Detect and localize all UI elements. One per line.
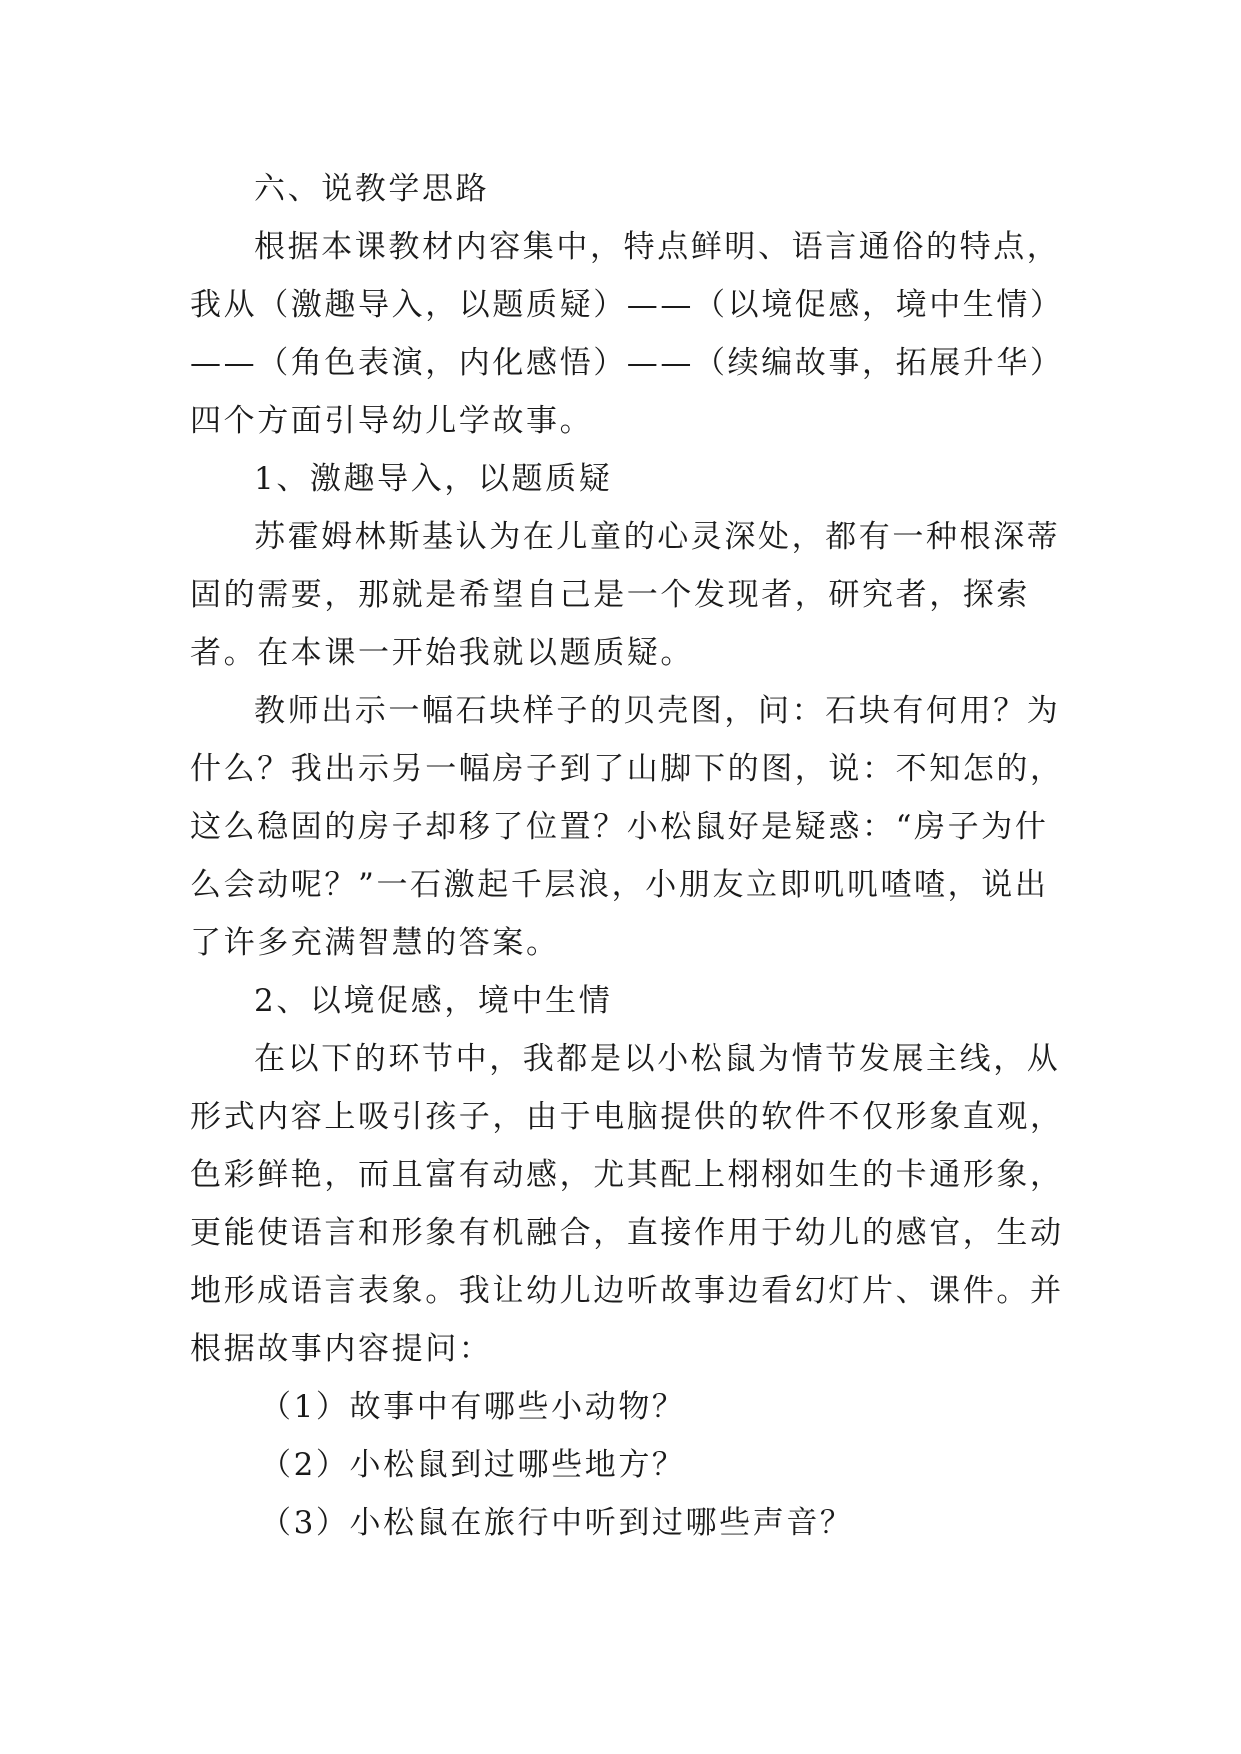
subsection-1-paragraph-2: 教师出示一幅石块样子的贝壳图，问：石块有何用？为什么？我出示另一幅房子到了山脚下的图，说：不知怎的，这么稳固的房子却移了位置？小松鼠好是疑惑：“房子为什么会动呢？”一石激起千层浪，小朋友立即叽叽喳喳，说出了许多充满智慧的答案。	[190, 693, 1064, 961]
question-item-1: （1）故事中有哪些小动物？	[260, 1389, 686, 1425]
subsection-1-paragraph-1: 苏霍姆林斯基认为在儿童的心灵深处，都有一种根深蒂固的需要，那就是希望自己是一个发现者，研究者，探索者。在本课一开始我就以题质疑。	[190, 519, 1061, 671]
document-body	[190, 160, 1070, 1552]
subsection-1-heading: 1、激趣导入，以题质疑	[254, 461, 613, 497]
subsection-2-paragraph: 在以下的环节中，我都是以小松鼠为情节发展主线，从形式内容上吸引孩子，由于电脑提供的软件不仅形象直观，色彩鲜艳，而且富有动感，尤其配上栩栩如生的卡通形象，更能使语言和形象有机融合，直接作用于幼儿的感官，生动地形成语言表象。我让幼儿边听故事边看幻灯片、课件。并根据故事内容提问：	[190, 1041, 1064, 1367]
subsection-2-heading: 2、以境促感，境中生情	[254, 983, 613, 1019]
question-item-3: （3）小松鼠在旅行中听到过哪些声音？	[260, 1505, 854, 1541]
section-title: 六、说教学思路	[254, 171, 490, 207]
intro-paragraph: 根据本课教材内容集中，特点鲜明、语言通俗的特点，我从（激趣导入，以题质疑）——（以境促感，境中生情）——（角色表演，内化感悟）——（续编故事，拓展升华）四个方面引导幼儿学故事。	[190, 229, 1064, 439]
question-item-2: （2）小松鼠到过哪些地方？	[260, 1447, 686, 1483]
